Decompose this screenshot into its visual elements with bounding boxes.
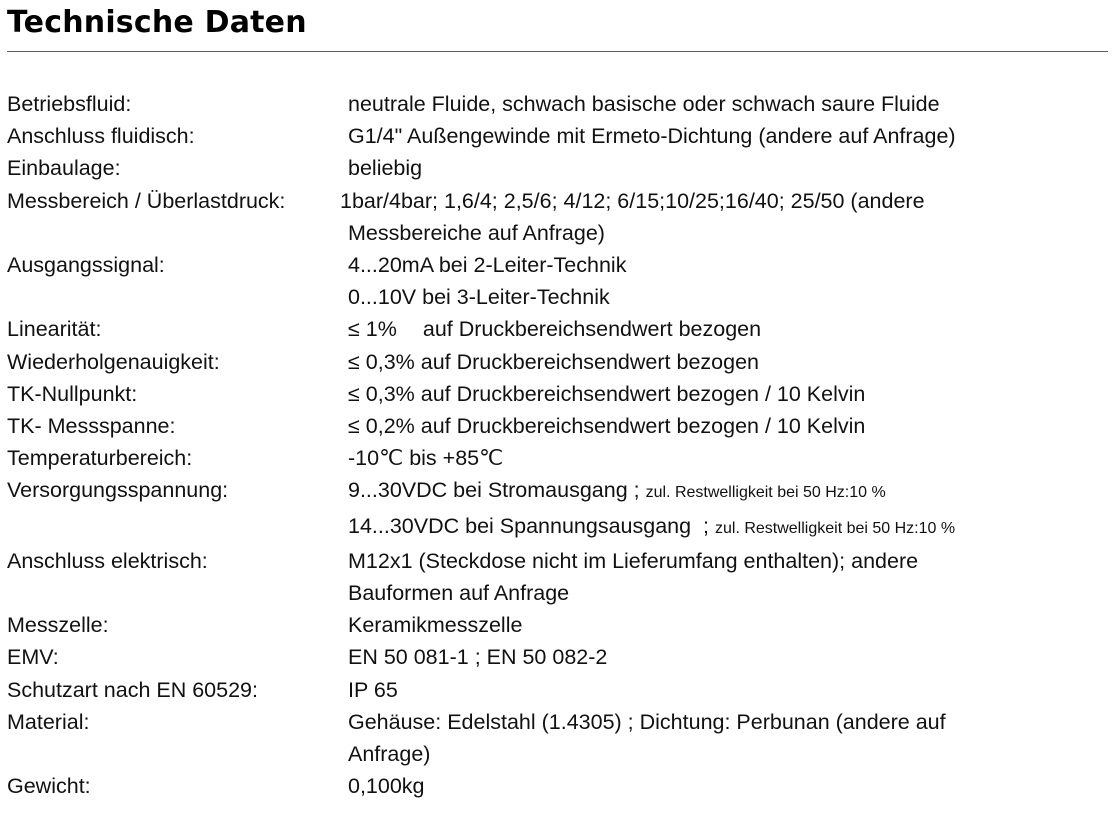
spec-row-anschluss-fluidisch [7,120,1112,152]
spec-label: Schutzart nach EN 60529: [7,677,258,702]
spec-value [348,120,1112,152]
spec-row-betriebsfluid [7,88,1112,120]
spec-row-schutzart [7,674,1112,706]
spec-label: TK-Nullpunkt: [7,381,138,406]
spec-row-tk-messspanne [7,410,1112,442]
spec-value [348,609,1112,641]
spec-value [348,152,1112,184]
spec-value-line: -10℃ bis +85℃ [348,446,504,471]
page-title: Technische Daten [7,5,307,40]
spec-value-line: ≤ 0,2% auf Druckbereichsendwert bezogen / 10 Kelvin [348,414,866,439]
spec-value [348,88,1112,120]
spec-label: Versorgungsspannung: [7,478,229,503]
spec-value-line: ≤ 0,3% auf Druckbereichsendwert bezogen [348,349,759,374]
spec-value [348,770,1112,802]
spec-label: Linearität: [7,317,102,342]
spec-value-line: ≤ 0,3% auf Druckbereichsendwert bezogen / 10 Kelvin [348,381,866,406]
spec-value-line: 4...20mA bei 2-Leiter-Technik [348,253,627,278]
spec-label: Anschluss elektrisch: [7,548,208,573]
spec-value [348,545,1112,609]
spec-value-line: Messbereiche auf Anfrage) [348,220,605,245]
spec-value-line [348,474,1112,509]
spec-label: Ausgangssignal: [7,253,165,278]
spec-row-tk-nullpunkt [7,378,1112,410]
spec-value [340,185,1112,249]
title-divider [7,51,1108,52]
spec-row-anschluss-elektrisch [7,545,1112,609]
spec-label: Temperaturbereich: [7,446,193,471]
spec-row-temperaturbereich [7,442,1112,474]
spec-label: Einbaulage: [7,156,121,181]
spec-value [348,410,1112,442]
spec-value [348,249,1112,313]
spec-value-line: Keramikmesszelle [348,613,523,638]
spec-value-line: Anfrage) [348,742,431,767]
spec-row-linearitaet [7,313,1112,345]
spec-value [348,674,1112,706]
spec-value [348,442,1112,474]
spec-label: EMV: [7,645,59,670]
spec-value-line: 0,100kg [348,774,425,799]
spec-value-part: 9...30VDC bei Stromausgang ; [348,478,640,503]
spec-value-line: 0...10V bei 3-Leiter-Technik [348,285,610,310]
spec-label: Anschluss fluidisch: [7,124,195,149]
spec-value-part: auf Druckbereichsendwert bezogen [422,317,762,342]
spec-value-line: beliebig [348,156,423,181]
spec-value-line: M12x1 (Steckdose nicht im Lieferumfang enthalten); andere [348,548,919,573]
spec-value-line: EN 50 081-1 ; EN 50 082-2 [348,645,608,670]
spec-value-part: 14...30VDC bei Spannungsausgang ; [348,513,709,538]
spec-value [348,346,1112,378]
spec-value-line: G1/4" Außengewinde mit Ermeto-Dichtung (andere auf Anfrage) [348,124,956,149]
spec-value-line: neutrale Fluide, schwach basische oder schwach saure Fluide [348,92,940,116]
spec-value-line: 1bar/4bar; 1,6/4; 2,5/6; 4/12; 6/15;10/25;16/40; 25/50 (andere [340,188,925,213]
spec-value-note: zul. Restwelligkeit bei 50 Hz:10 % [645,484,886,502]
spec-label: Gewicht: [7,774,91,799]
spec-value [348,706,1112,770]
spec-value-line: Gehäuse: Edelstahl (1.4305) ; Dichtung: Perbunan (andere auf [348,709,946,734]
spec-row-ausgangssignal [7,249,1112,313]
spec-row-einbaulage [7,152,1112,184]
spec-label: Messbereich / Überlastdruck: [7,188,286,213]
spec-label: Material: [7,709,90,734]
spec-label: Messzelle: [7,613,109,638]
spec-label: TK- Messspanne: [7,414,176,439]
spec-row-gewicht [7,770,1112,802]
spec-row-emv [7,641,1112,673]
spec-label: Wiederholgenauigkeit: [7,349,220,374]
spec-row-material [7,706,1112,770]
spec-value [348,641,1112,673]
spec-value [348,313,1112,345]
spec-value-part: ≤ 1% [348,317,397,342]
spec-list [7,88,1112,802]
spec-label: Betriebsfluid: [7,92,132,116]
spec-row-versorgungsspannung [7,474,1112,544]
spec-row-messzelle [7,609,1112,641]
spec-value-line: IP 65 [348,677,398,702]
spec-value-note: zul. Restwelligkeit bei 50 Hz:10 % [714,519,956,537]
spec-row-wiederholgenauigkeit [7,346,1112,378]
spec-row-messbereich [7,185,1112,249]
spec-value [348,474,1112,544]
spec-value-line: Bauformen auf Anfrage [348,581,570,606]
spec-value-line [348,510,1112,545]
spec-value [348,378,1112,410]
